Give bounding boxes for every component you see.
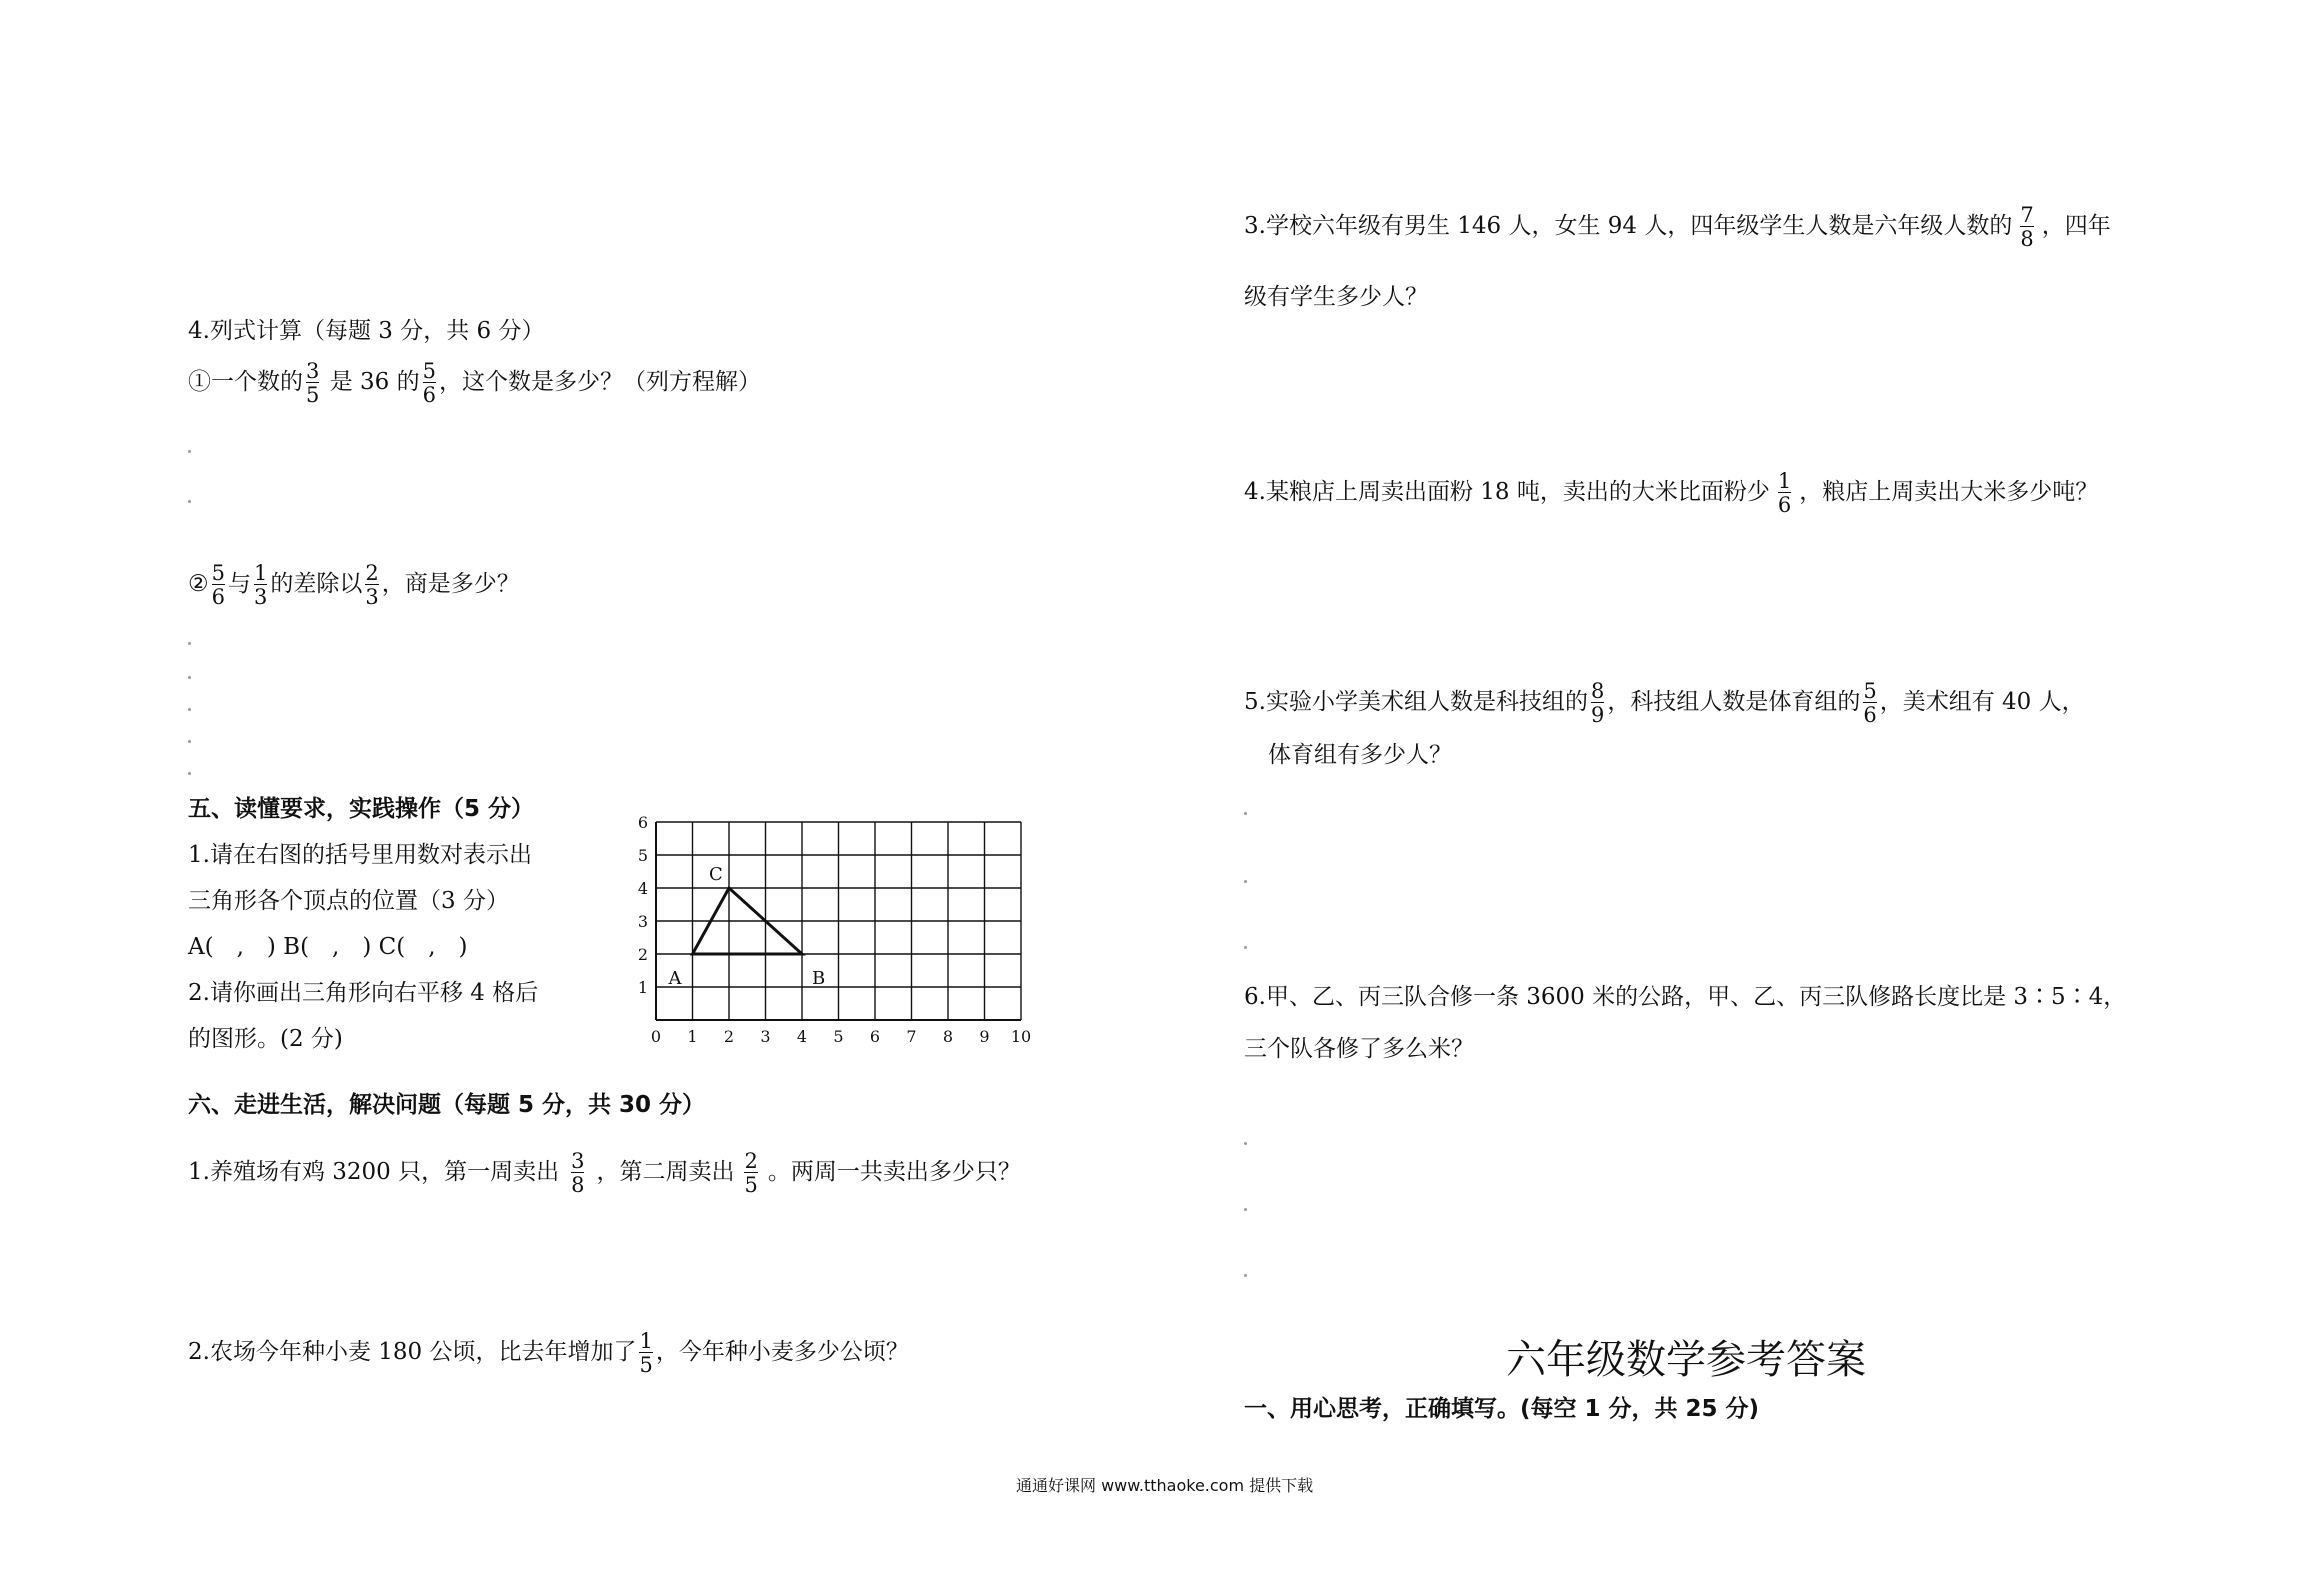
x-tick-label: 9	[979, 1027, 990, 1046]
y-tick-label: 1	[637, 978, 648, 997]
problem-6: 6.甲、乙、丙三队合修一条 3600 米的公路，甲、乙、丙三队修路长度比是 3∶5∶4，	[1244, 984, 2127, 1010]
answer-space-dot	[188, 500, 191, 503]
vertex-label: C	[709, 864, 723, 885]
problem-3: 3.学校六年级有男生 146 人，女生 94 人，四年级学生人数是六年级人数的 $\frac{7}{8}$ ，四年	[1244, 203, 2111, 252]
answer-section-1-heading: 一、用心思考，正确填写。(每空 1 分，共 25 分)	[1244, 1396, 1760, 1422]
answer-space-dot	[1244, 1274, 1247, 1277]
answer-space-dot	[188, 740, 191, 743]
fraction: $\frac{2}{3}$	[365, 561, 379, 610]
answer-space-dot	[1244, 880, 1247, 883]
fraction: $\frac{1}{6}$	[1777, 469, 1792, 518]
x-tick-label: 3	[760, 1027, 771, 1046]
problem-5: 5.实验小学美术组人数是科技组的 $\frac{8}{9}$ ，科技组人数是体育组的 $\frac{5}{6}$ ，美术组有 40 人，	[1244, 679, 2085, 728]
section-5-line: 1.请在右图的括号里用数对表示出	[188, 842, 532, 868]
x-tick-label: 6	[869, 1027, 881, 1046]
fraction: $\frac{7}{8}$	[2020, 203, 2034, 252]
answer-space-dot	[1244, 1208, 1247, 1211]
x-tick-label: 5	[833, 1027, 844, 1046]
y-tick-label: 5	[637, 846, 648, 865]
x-tick-label: 4	[796, 1027, 808, 1046]
q4-heading: 4.列式计算（每题 3 分，共 6 分）	[188, 318, 545, 344]
section-5-line: A( , ) B( , ) C( , )	[188, 934, 468, 960]
x-tick-label: 1	[687, 1027, 698, 1046]
fraction: $\frac{3}{8}$	[571, 1149, 585, 1198]
x-tick-label: 2	[723, 1027, 735, 1046]
fraction: $\frac{5}{6}$	[1863, 679, 1877, 728]
problem-3-line-2: 级有学生多少人？	[1244, 284, 1428, 310]
answer-space-dot	[188, 772, 191, 775]
vertex-label: A	[668, 968, 682, 989]
x-tick-label: 8	[942, 1027, 954, 1046]
answer-space-dot	[1244, 812, 1247, 815]
answer-space-dot	[1244, 1142, 1247, 1145]
section-5-line: 的图形。(2 分)	[188, 1026, 343, 1052]
answer-space-dot	[188, 676, 191, 679]
problem-5-line-2: 体育组有多少人？	[1268, 742, 1452, 768]
y-tick-label: 2	[637, 945, 648, 964]
y-tick-label: 4	[637, 879, 648, 898]
section-6-heading: 六、走进生活，解决问题（每题 5 分，共 30 分）	[188, 1092, 706, 1118]
q4-item-1: ①一个数的 $\frac{3}{5}$ 是 36 的 $\frac{5}{6}$ ，这个数是多少？（列方程解）	[188, 359, 761, 408]
coordinate-grid	[620, 813, 1040, 1058]
y-tick-label: 3	[637, 912, 648, 931]
fraction: $\frac{1}{5}$	[639, 1329, 653, 1378]
fraction: $\frac{5}{6}$	[211, 561, 225, 610]
fraction: $\frac{2}{5}$	[744, 1149, 758, 1198]
footer-credit: 通通好课网 www.tthaoke.com 提供下载	[1016, 1476, 1314, 1495]
fraction: $\frac{8}{9}$	[1590, 679, 1605, 728]
problem-4: 4.某粮店上周卖出面粉 18 吨，卖出的大米比面粉少 $\frac{1}{6}$ ，粮店上周卖出大米多少吨？	[1244, 469, 2099, 518]
vertex-label: B	[812, 968, 826, 989]
section-5-line: 三角形各个顶点的位置（3 分）	[188, 888, 509, 914]
fraction: $\frac{1}{3}$	[254, 561, 268, 610]
answer-space-dot	[188, 642, 191, 645]
answer-space-dot	[188, 450, 191, 453]
fraction: $\frac{3}{5}$	[306, 359, 320, 408]
q4-item-2: ② $\frac{5}{6}$ 与 $\frac{1}{3}$ 的差除以 $\frac{2}{3}$ ，商是多少？	[188, 561, 520, 610]
problem-2: 2.农场今年种小麦 180 公顷，比去年增加了 $\frac{1}{5}$ ，今年种小麦多少公顷？	[188, 1329, 909, 1378]
problem-1: 1.养殖场有鸡 3200 只，第一周卖出 $\frac{3}{8}$ ，第二周卖出 $\frac{2}{5}$ 。两周一共卖出多少只？	[188, 1149, 1021, 1198]
x-tick-label: 10	[1010, 1027, 1032, 1046]
answer-space-dot	[1244, 946, 1247, 949]
problem-6-line-2: 三个队各修了多么米？	[1244, 1036, 1474, 1062]
x-tick-label: 7	[906, 1027, 917, 1046]
section-5-heading: 五、读懂要求，实践操作（5 分）	[188, 796, 535, 822]
answer-space-dot	[188, 708, 191, 711]
fraction: $\frac{5}{6}$	[422, 359, 436, 408]
y-tick-label: 6	[637, 813, 648, 832]
x-tick-label: 0	[650, 1027, 662, 1046]
section-5-line: 2.请你画出三角形向右平移 4 格后	[188, 980, 539, 1006]
answer-key-title: 六年级数学参考答案	[1506, 1337, 1866, 1383]
